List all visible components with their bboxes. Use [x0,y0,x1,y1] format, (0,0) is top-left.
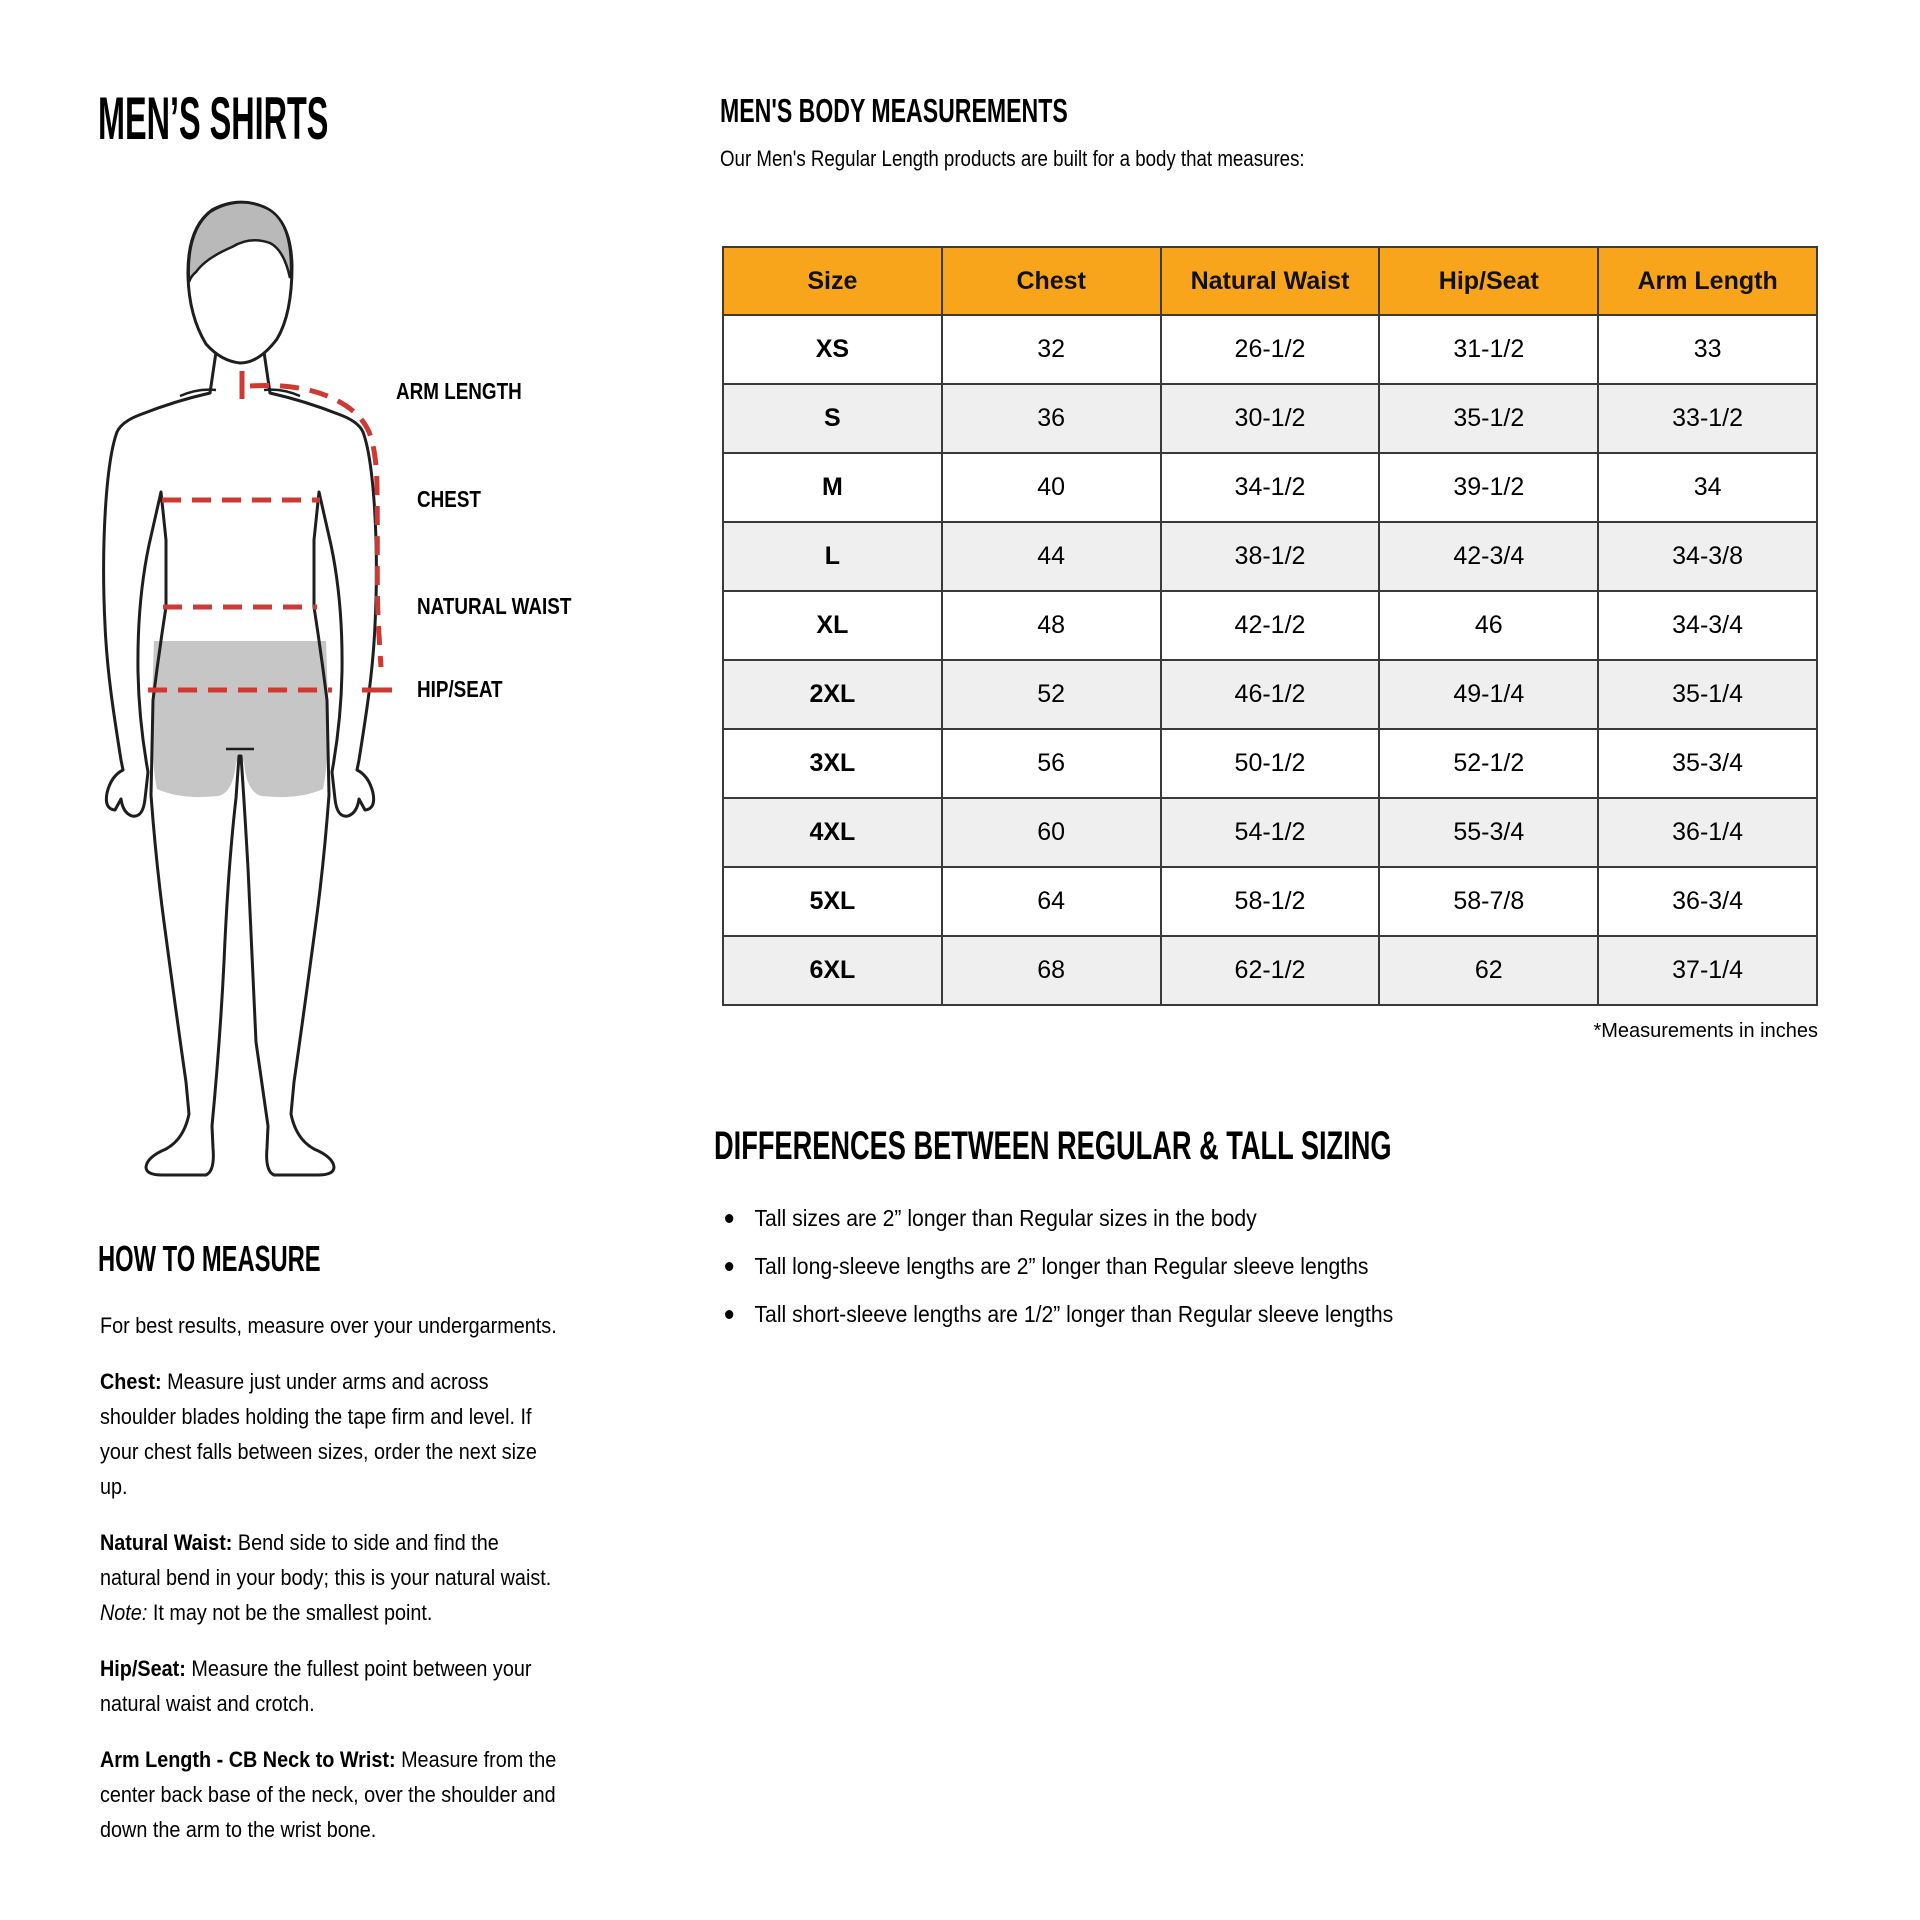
size-cell: 5XL [723,867,942,936]
measurement-cell: 62 [1379,936,1598,1005]
bullet-text: Tall short-sleeve lengths are 1/2” longer than Regular sleeve lengths [754,1301,1394,1327]
measurement-cell: 37-1/4 [1598,936,1817,1005]
measurement-cell: 60 [942,798,1161,867]
measurement-cell: 46-1/2 [1161,660,1380,729]
measurement-cell: 35-1/2 [1379,384,1598,453]
size-measurements-table [722,246,1818,1006]
measurement-cell: 68 [942,936,1161,1005]
size-table-header [723,247,1817,315]
measure-paragraph-arm-length: Arm Length - CB Neck to Wrist: Measure from the center back base of the neck, over the shoulder and down the arm to the wrist bone. [100,1747,557,1842]
size-cell: 3XL [723,729,942,798]
difference-bullet-item [714,1290,1393,1338]
column-header-hip-seat: Hip/Seat [1379,247,1598,315]
measurement-cell: 34 [1598,453,1817,522]
measurement-cell: 64 [942,867,1161,936]
table-row-5xl [723,867,1817,936]
measurement-cell: 35-3/4 [1598,729,1817,798]
measure-intro: For best results, measure over your undergarments. [100,1313,557,1338]
measure-paragraph-hip-seat: Hip/Seat: Measure the fullest point between your natural waist and crotch. [100,1656,532,1716]
measure-paragraph-chest: Chest: Measure just under arms and across shoulder blades holding the tape firm and level. If your chest falls between sizes, order the next size up. [100,1369,537,1499]
measurement-cell: 34-1/2 [1161,453,1380,522]
bullet-icon [725,1214,733,1223]
size-cell: 2XL [723,660,942,729]
measurement-cell: 44 [942,522,1161,591]
size-cell: 6XL [723,936,942,1005]
shorts-shape [152,641,328,797]
measurement-cell: 33 [1598,315,1817,384]
measurement-cell: 35-1/4 [1598,660,1817,729]
measurement-cell: 52-1/2 [1379,729,1598,798]
body-silhouette [104,352,377,1175]
measurement-cell: 42-3/4 [1379,522,1598,591]
column-header-chest: Chest [942,247,1161,315]
difference-bullet-item [714,1242,1393,1290]
measurement-cell: 34-3/8 [1598,522,1817,591]
page-title [98,84,525,153]
measurement-cell: 50-1/2 [1161,729,1380,798]
measurement-cell: 42-1/2 [1161,591,1380,660]
table-row-3xl [723,729,1817,798]
body-figure-illustration [80,195,640,1195]
column-header-natural-waist: Natural Waist [1161,247,1380,315]
measurement-cell: 56 [942,729,1161,798]
bullet-icon [725,1310,733,1319]
figure-label-arm-length: ARM LENGTH [396,378,522,404]
measurement-cell: 39-1/2 [1379,453,1598,522]
figure-label-natural-waist: NATURAL WAIST [417,593,572,619]
size-cell: XS [723,315,942,384]
bullet-text: Tall long-sleeve lengths are 2” longer than Regular sleeve lengths [754,1253,1369,1279]
figure-label-chest: CHEST [417,486,481,512]
differences-bullet-list [714,1194,1393,1338]
measurement-cell: 62-1/2 [1161,936,1380,1005]
measurement-cell: 32 [942,315,1161,384]
measure-paragraph-natural-waist: Natural Waist: Bend side to side and find the natural bend in your body; this is your natural waist. Note: It may not be the smallest point. [100,1530,552,1625]
size-cell: M [723,453,942,522]
body-measurements-heading: MEN'S BODY MEASUREMENTS [720,92,1068,129]
measurement-cell: 49-1/4 [1379,660,1598,729]
table-row-4xl [723,798,1817,867]
measurement-cell: 38-1/2 [1161,522,1380,591]
measurement-cell: 58-7/8 [1379,867,1598,936]
page-title-text: MEN’S SHIRTS [98,85,329,152]
size-cell: L [723,522,942,591]
how-to-measure-copy [100,1308,561,1868]
bullet-text: Tall sizes are 2” longer than Regular sizes in the body [754,1205,1257,1231]
body-measurements-subtitle: Our Men's Regular Length products are built for a body that measures: [720,146,1305,171]
measurement-cell: 48 [942,591,1161,660]
measurement-cell: 30-1/2 [1161,384,1380,453]
measurement-cell: 46 [1379,591,1598,660]
size-cell: 4XL [723,798,942,867]
measurement-cell: 26-1/2 [1161,315,1380,384]
table-row-s [723,384,1817,453]
measurement-cell: 31-1/2 [1379,315,1598,384]
measurement-cell: 36-3/4 [1598,867,1817,936]
measurement-cell: 55-3/4 [1379,798,1598,867]
size-cell: S [723,384,942,453]
differences-heading: DIFFERENCES BETWEEN REGULAR & TALL SIZING [714,1124,1392,1168]
column-header-size: Size [723,247,942,315]
measurement-cell: 34-3/4 [1598,591,1817,660]
table-row-xl [723,591,1817,660]
table-row-xs [723,315,1817,384]
how-to-measure-heading: HOW TO MEASURE [98,1238,321,1279]
bullet-icon [725,1262,733,1271]
measurement-cell: 40 [942,453,1161,522]
table-row-l [723,522,1817,591]
measurement-cell: 36-1/4 [1598,798,1817,867]
measurement-cell: 58-1/2 [1161,867,1380,936]
size-cell: XL [723,591,942,660]
figure-label-hip-seat: HIP/SEAT [417,676,503,702]
column-header-arm-length: Arm Length [1598,247,1817,315]
measurement-cell: 52 [942,660,1161,729]
table-row-2xl [723,660,1817,729]
measurements-unit-note: *Measurements in inches [1593,1020,1818,1042]
difference-bullet-item [714,1194,1393,1242]
table-row-m [723,453,1817,522]
table-row-6xl [723,936,1817,1005]
measurement-cell: 36 [942,384,1161,453]
measurement-cell: 33-1/2 [1598,384,1817,453]
measurement-cell: 54-1/2 [1161,798,1380,867]
